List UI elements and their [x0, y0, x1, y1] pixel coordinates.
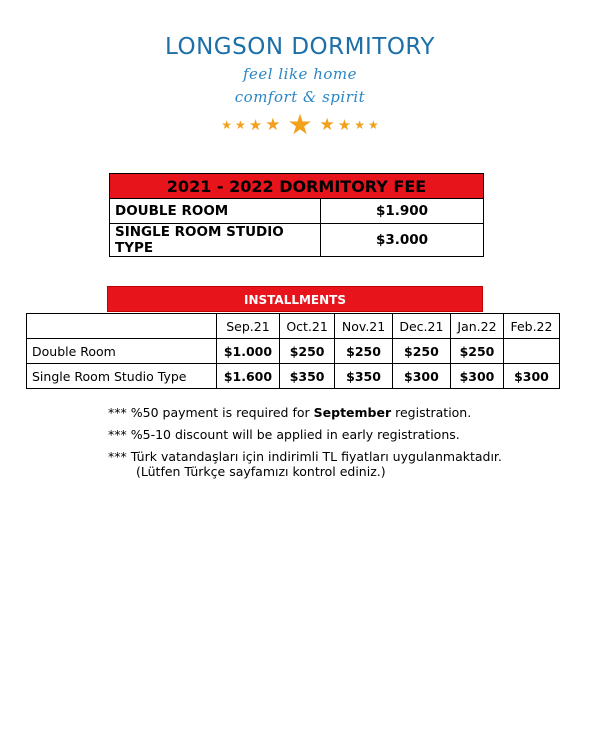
installments-title: INSTALLMENTS	[107, 286, 483, 312]
installment-amount	[503, 339, 559, 364]
notes	[108, 402, 578, 480]
installment-amount: $250	[279, 339, 334, 364]
note-item	[108, 424, 578, 446]
row-label: Single Room Studio Type	[27, 364, 217, 389]
installment-amount: $1.000	[217, 339, 280, 364]
fee-table-title: 2021 - 2022 DORMITORY FEE	[110, 174, 484, 199]
room-price: $1.900	[321, 199, 484, 224]
fee-table	[109, 173, 484, 257]
star-icon: ★	[248, 115, 263, 134]
note-text: %50 payment is required for	[130, 405, 314, 420]
room-price: $3.000	[321, 224, 484, 257]
month-header: Nov.21	[335, 314, 392, 339]
installment-amount: $350	[335, 364, 392, 389]
star-icon: ★	[319, 114, 335, 135]
star-icon: ★	[221, 118, 232, 132]
star-icon: ★	[337, 115, 352, 134]
month-header: Feb.22	[503, 314, 559, 339]
installment-amount: $300	[392, 364, 450, 389]
table-header-row	[27, 314, 560, 339]
table-row	[110, 199, 484, 224]
note-continuation: (Lütfen Türkçe sayfamızı kontrol ediniz.)	[136, 464, 386, 479]
month-header: Oct.21	[279, 314, 334, 339]
rating-stars	[0, 108, 600, 141]
note-emphasis: September	[313, 405, 392, 420]
month-header: Sep.21	[217, 314, 280, 339]
table-row	[27, 339, 560, 364]
table-row	[27, 364, 560, 389]
note-text: %5-10 discount will be applied in early registrations.	[130, 427, 460, 442]
note-item	[108, 402, 578, 424]
installment-amount: $1.600	[217, 364, 280, 389]
note-text: Türk vatandaşları için indirimli TL fiyatları uygulanmaktadır.	[130, 449, 502, 464]
row-label: Double Room	[27, 339, 217, 364]
star-icon: ★	[234, 118, 246, 132]
installment-amount: $250	[335, 339, 392, 364]
note-bullet: ***	[108, 405, 127, 420]
installment-amount: $350	[279, 364, 334, 389]
table-row	[110, 224, 484, 257]
corner-cell	[27, 314, 217, 339]
installments-table	[26, 313, 560, 389]
room-name: SINGLE ROOM STUDIO TYPE	[110, 224, 321, 257]
logo-title: LONGSON DORMITORY	[165, 34, 435, 60]
installment-amount: $300	[451, 364, 504, 389]
star-icon: ★	[265, 114, 281, 135]
star-icon: ★	[287, 108, 313, 141]
logo-tagline-2: comfort & spirit	[234, 88, 366, 106]
installment-amount: $250	[451, 339, 504, 364]
installment-amount: $250	[392, 339, 450, 364]
note-bullet: ***	[108, 449, 127, 464]
month-header: Dec.21	[392, 314, 450, 339]
room-name: DOUBLE ROOM	[110, 199, 321, 224]
star-icon: ★	[354, 118, 366, 132]
logo-tagline-1: feel like home	[243, 65, 357, 83]
note-text: registration.	[391, 405, 472, 420]
note-bullet: ***	[108, 427, 127, 442]
installment-amount: $300	[503, 364, 559, 389]
month-header: Jan.22	[451, 314, 504, 339]
star-icon: ★	[368, 118, 379, 132]
